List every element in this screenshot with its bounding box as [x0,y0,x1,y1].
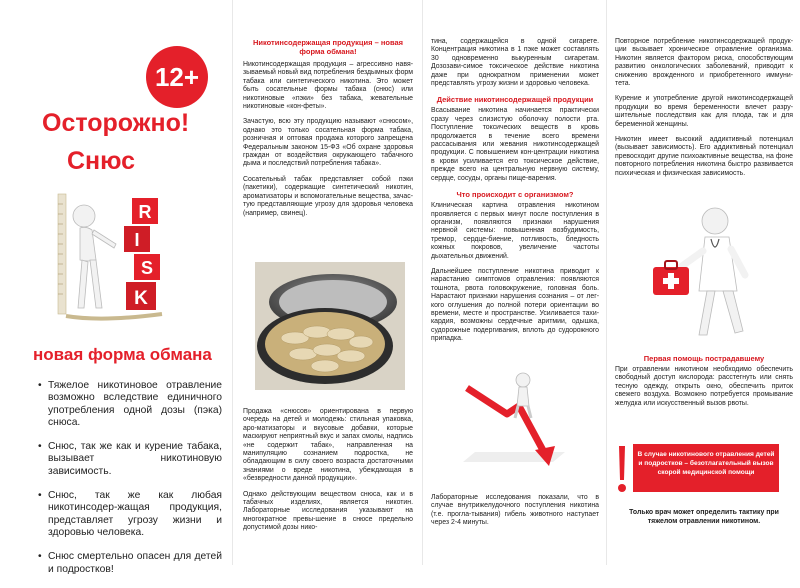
final-note: Только врач может определить тактику при тяжелом отравлении никотином. [629,509,779,525]
cover-title-warning: Осторожно! [42,109,190,137]
panel-product-info [232,0,422,565]
section-heading: Действие никотинсодержащей продукции [436,95,594,105]
paragraph: Однако действующим веществом снюса, как и в табачных изделиях, является никотин. Лабораторные исследования указывают на многократное превы-шение в снюсе предельно допустимой дозы нико- [243,490,413,532]
list-item: • Снюс, так же как и курение табака, вызывает никотиновую зависимость. [38,441,222,478]
paragraph: Продажа «снюсов» ориентирована в первую очередь на детей и молодежь: стильная упаковка, аро-матизаторы и вкусовые добавки, которые маскируют неприятный вкус и запах смолы, надпись «не содержит табак», направленная на манипуляцию сознанием подростка, не обладающим в силу своего возраста достаточными знаниями о вреде никотина, убеждающая в «безвредности данной продукции». [243,408,413,483]
age-rating-badge: 12+ [146,46,208,108]
risk-letter-s: S [140,258,154,278]
list-item: • Тяжелое никотиновое отравление возможно вследствие единичного употребления одной дозы (пэка) снюса. [38,380,222,429]
paragraph: Лабораторные исследования показали, что в случае внутрижелудочного поступления никотина (т.е. прогла-тывания) гибель животного наступает через 2-4 минуты. [431,494,599,527]
paragraph: При отравлении никотином необходимо обеспечить свободный доступ кислорода: расстегнуть или снять тесную одежду, открыть окно, обеспечить приток свежего воздуха. Возможно потребуется промывание желудка или искусственный вызов рвоты. [615,366,793,407]
section-heading: Первая помощь пострадавшему [643,354,765,363]
paragraph: Никотинсодержащая продукция – агрессивно навя-зываемый новый вид потребления бездымных форм табака или синтетического никотина. Это может быть сосательные формы табака (снюс) или никотиновые «пэки» без табака, жевательные никотиновые «кон-феты». [243,61,413,111]
cover-subtitle: новая форма обмана [33,345,212,364]
emergency-call-alert: В случае никотинового отравления детей и подростков – безотлагательный вызов скорой медицинской помощи [633,444,779,492]
list-item: • Снюс смертельно опасен для детей и подростков! [38,551,222,576]
paragraph: Курение и употребление другой никотинсодержащей продукции во время беременности влечет разру-шительные последствия как для плода, так и для беременной женщины. [615,95,793,128]
doctor-with-first-aid-kit-illustration [645,195,761,345]
cover-bullet-list [38,380,222,588]
paragraph: Клиническая картина отравления никотином проявляется с первых минут после поступления в организм, появляются признаки нарушения нервной системы: повышенная возбудимость, тремор, сердце-биение, потливость, бледность кожных покровов, увеличение частоты дыхательных движений. [431,202,599,260]
paragraph: тина, содержащейся в одной сигарете. Концентрация никотина в 1 пэке может составлять 30 одновременно выкуренным сигаретам. Дозозави-симое токсическое действие никотина даже при однократном применении может представлять угрозу жизни и здоровью человека. [431,38,599,88]
paragraph: Зачастую, всю эту продукцию называют «снюсом», однако это только сосательная форма табака, розничная и оптовая продажа которого запрещена Федеральным законом 15-ФЗ «Об охране здоровья граждан от воздействия окружающего табачного дыма и последствий потребления табака». [243,118,413,168]
risk-figure-illustration [52,190,182,328]
snus-tin-photo [255,262,405,390]
risk-blocks [124,198,160,310]
paragraph: Сосательный табак представляет собой пэки (пакетики), содержащие синтетический никотин, ароматизаторы и вспомогательные вещества, зачас-тую представляющие угрозу для здоровья человека (например, свинец). [243,175,413,217]
panel-effects [422,0,606,565]
section-heading: Никотинсодержащая продукция – новая форма обмана! [252,38,404,56]
exclamation-icon [615,444,629,494]
panel-cover [0,0,232,575]
risk-letter-k: K [134,288,148,309]
paragraph: Повторное потребление никотинсодержащей продук-ции вызывает хроническое отравление организма. Никотин является фактором риска, способствующим развитию онкологических заболеваний, приводит к снижению врожденного и приобретенного иммуни-тета. [615,38,793,88]
paragraph: Всасывание никотина начинается практически сразу через слизистую оболочку полости рта. Поступление токсических веществ в кровь продолжается в течение всего времени рассасывания или жевания никотинсодержащей продукции. С повышением кон-центрации никотина в крови усиливается его токсическое действие, прежде всего на центральную нервную систему, сердце, сосуды, органы пище-варения. [431,107,599,182]
cover-title-snus: Снюс [67,147,136,175]
panel-first-aid [606,0,800,565]
paragraph: Никотин имеет высокий аддиктивный потенциал (вызывает зависимость). Его аддиктивный потенциал превосходит другие психоактивные вещества, на фоне повторного потребления никотина быстро развивается психическая и физическая зависимость. [615,136,793,177]
paragraph: Дальнейшее поступление никотина приводит к нарастанию симптомов отравления: появляются тошнота, рвота головокружение, головная боль. Нарастают признаки нарушения сознания – от лег-кого оглушения до полной потери ориентации во времени, месте и пространстве. Усиливается тахи-кардия, возможны сердечные аритмии, одышка, судорожные подергивания, вплоть до судорожного припадка. [431,267,599,343]
risk-letter-r: R [138,202,152,222]
risk-letter-i: I [134,230,140,250]
list-item: • Снюс, так же как любая никотинсодер-жащая продукция, представляет угрозу жизни и здоровью человека. [38,490,222,539]
section-heading: Что происходит с организмом? [456,190,574,200]
falling-arrow-illustration [453,366,573,474]
